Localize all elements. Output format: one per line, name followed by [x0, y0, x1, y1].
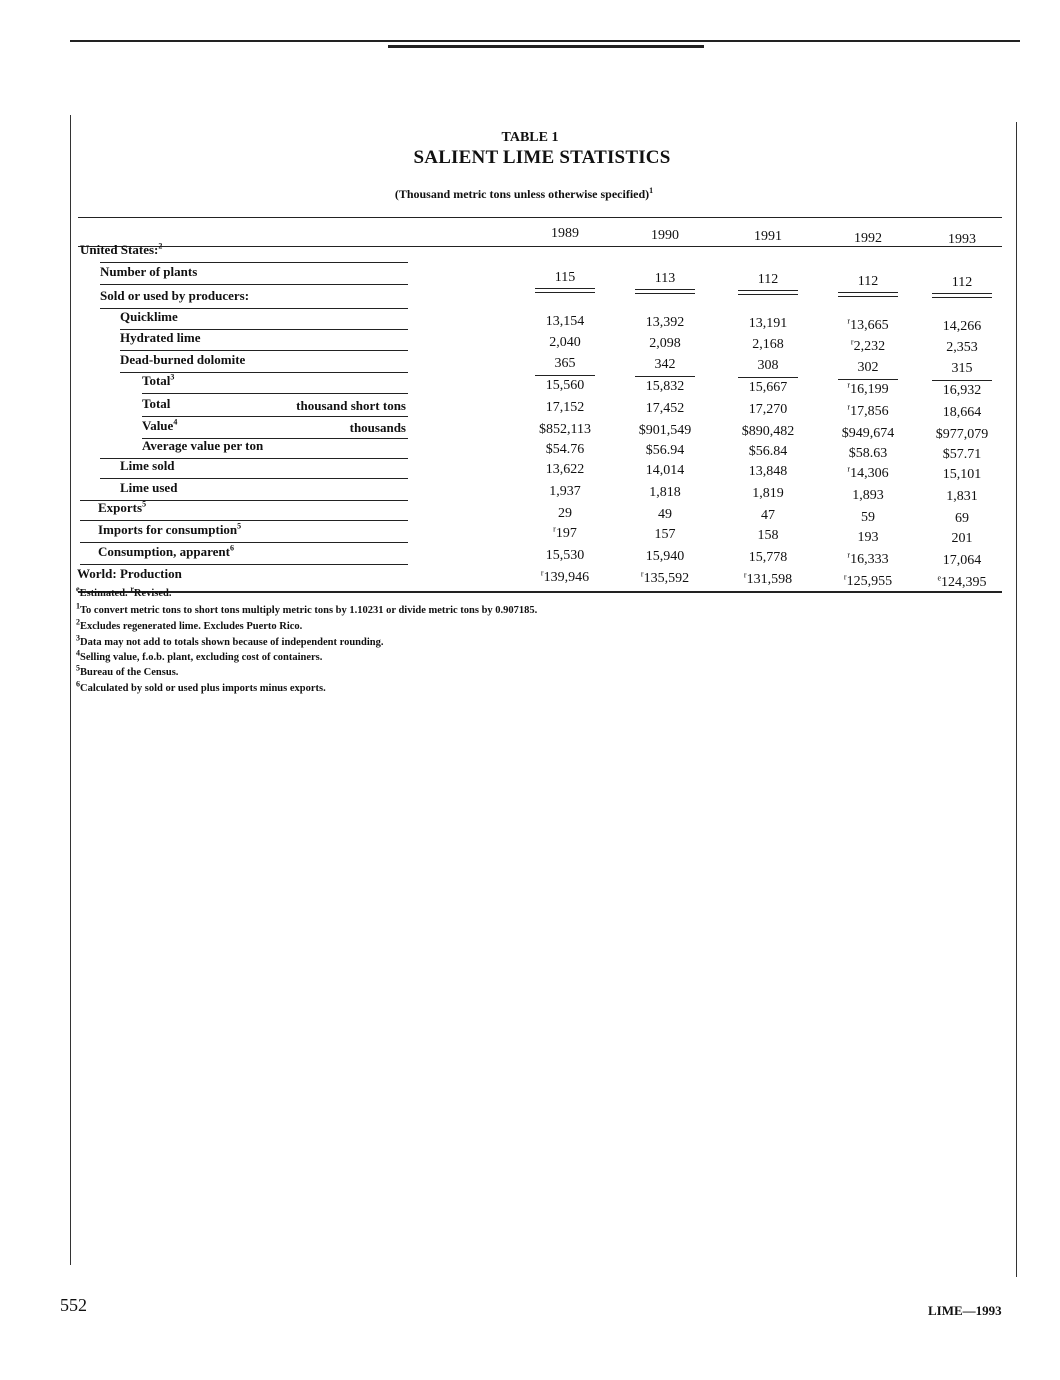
table-subtitle: [0, 187, 1054, 202]
double-underline: [738, 290, 798, 295]
cell-value: 2,232: [853, 338, 886, 354]
cell-value: 17,270: [748, 402, 788, 418]
table-cell: [520, 570, 610, 586]
cell-value: $977,079: [935, 426, 989, 442]
total-underline: [932, 380, 992, 381]
table-cell: [723, 402, 813, 418]
table-cell: [520, 378, 610, 394]
cell-value: 158: [757, 528, 779, 544]
table-cell: [723, 444, 813, 460]
footnote-mark: 1: [76, 601, 80, 611]
footnote: [76, 601, 538, 616]
table-cell: [620, 379, 710, 395]
table-cell: [823, 274, 913, 290]
footnote-text: Revised.: [133, 588, 172, 599]
cell-value: 2,168: [752, 337, 784, 353]
cell-value: 308: [757, 358, 779, 374]
footnote-mark: r: [130, 584, 134, 594]
table-label: TABLE 1: [501, 130, 559, 145]
footnote: [76, 679, 326, 694]
running-foot: LIME—1993: [928, 1303, 1002, 1318]
table-bottom-rule: [78, 591, 1002, 593]
cell-value: 13,622: [545, 462, 585, 477]
footnote-mark: 5: [76, 663, 80, 673]
footnote-mark: e: [76, 584, 80, 594]
row-label-text: Total: [142, 396, 171, 411]
row-separator: [100, 284, 408, 285]
cell-value: 16,932: [942, 382, 982, 398]
revision-mark: r: [743, 570, 747, 580]
table-cell: [917, 553, 1007, 569]
table-cell: [823, 336, 913, 355]
cell-value: 13,154: [545, 314, 585, 329]
cell-value: 17,452: [645, 401, 685, 417]
left-margin-line: [70, 115, 71, 1265]
table-cell: [620, 401, 710, 417]
cell-value: 13,665: [850, 317, 889, 333]
footnote-text: Estimated.: [79, 588, 131, 599]
cell-value: 115: [554, 270, 576, 285]
table-cell: [620, 485, 710, 501]
row-unit: thousands: [349, 420, 406, 435]
row-separator: [80, 520, 408, 521]
cell-value: 15,530: [545, 548, 585, 563]
table-cell: [620, 357, 710, 373]
cell-value: 29: [558, 506, 572, 521]
row-label: [142, 418, 177, 434]
footnote-text: Bureau of the Census.: [80, 667, 179, 678]
page-number: 552: [60, 1295, 87, 1315]
year-header-1993: 1993: [948, 232, 976, 247]
table-cell: [723, 316, 813, 332]
total-underline: [535, 375, 595, 376]
cell-value: 15,560: [545, 378, 585, 393]
double-underline: [535, 288, 595, 293]
cell-value: 69: [955, 510, 969, 526]
row-label-text: Exports: [98, 500, 143, 515]
cell-value: 193: [857, 529, 879, 545]
row-label-text: World: Production: [77, 566, 182, 581]
table-cell: [917, 275, 1007, 291]
revision-mark: r: [843, 571, 847, 581]
row-label-text: Value: [142, 418, 174, 433]
table-cell: [723, 464, 813, 480]
table-cell: [520, 526, 610, 542]
table-cell: [823, 530, 913, 546]
table-cell: [823, 510, 913, 526]
table-cell: [520, 314, 610, 330]
table-cell: [917, 575, 1007, 591]
cell-value: 59: [861, 509, 875, 525]
footnote-text: Selling value, f.o.b. plant, excluding cost of containers.: [80, 652, 323, 663]
row-label-text: Sold or used by producers:: [100, 288, 250, 303]
table-cell: [723, 508, 813, 524]
footnote-ref: 4: [173, 417, 178, 427]
cell-value: 157: [654, 527, 676, 543]
table-cell: [917, 489, 1007, 505]
table-cell: [723, 572, 813, 588]
table-cell: [917, 531, 1007, 547]
footnote-ref: 5: [237, 521, 242, 531]
cell-value: 201: [951, 530, 973, 546]
cell-value: 112: [757, 272, 779, 288]
table-cell: [917, 383, 1007, 399]
table-cell: [917, 361, 1007, 377]
row-label: [100, 264, 197, 280]
cell-value: 13,848: [748, 464, 788, 480]
cell-value: 14,266: [942, 318, 982, 334]
cell-value: 135,592: [643, 571, 690, 587]
cell-value: 112: [951, 274, 973, 290]
table-cell: [620, 315, 710, 331]
row-label-text: Imports for consumption: [98, 522, 238, 537]
row-label-text: Total: [142, 373, 171, 388]
footnote: [76, 648, 323, 663]
cell-value: $58.63: [848, 445, 888, 461]
table-cell: [620, 443, 710, 459]
footnote-ref: 2: [158, 241, 163, 251]
table-cell: [823, 426, 913, 442]
cell-value: 2,098: [649, 336, 681, 352]
cell-value: 17,064: [942, 552, 982, 568]
table-cell: [723, 486, 813, 502]
total-underline: [635, 376, 695, 377]
table-cell: [620, 549, 710, 565]
revision-mark: r: [540, 568, 544, 578]
row-label: [77, 566, 182, 582]
table-cell: [520, 422, 610, 438]
cell-value: 1,893: [852, 487, 884, 503]
table-cell: [620, 507, 710, 523]
row-label-text: Quicklime: [120, 309, 178, 324]
footnote-mark: 2: [76, 617, 80, 627]
table-cell: [723, 380, 813, 396]
table-cell: [620, 423, 710, 439]
table-cell: [917, 405, 1007, 421]
table-cell: [823, 549, 913, 568]
table-cell: [620, 571, 710, 587]
cell-value: 125,955: [846, 573, 893, 589]
table-cell: [723, 358, 813, 374]
cell-value: 2,040: [549, 335, 581, 350]
footnote: [76, 663, 179, 678]
row-label-text: Dead-burned dolomite: [120, 352, 246, 367]
cell-value: 13,392: [645, 315, 685, 331]
row-separator: [80, 564, 408, 565]
cell-value: $949,674: [841, 425, 895, 441]
table-cell: [520, 462, 610, 478]
cell-value: 17,152: [545, 400, 585, 415]
table-cell: [520, 484, 610, 500]
footnote: [76, 584, 172, 599]
year-header-1990: 1990: [651, 227, 679, 243]
cell-value: 16,199: [850, 381, 889, 397]
cell-value: 18,664: [942, 404, 982, 420]
cell-value: 139,946: [543, 570, 590, 585]
row-label: [80, 242, 162, 258]
footnote-mark: 3: [76, 633, 80, 643]
subtitle-footnote-ref: 1: [649, 186, 654, 195]
year-header-1989: 1989: [551, 226, 579, 241]
footnote-mark: 4: [76, 648, 80, 658]
double-underline: [932, 293, 992, 298]
table-cell: [917, 447, 1007, 463]
row-label: [142, 438, 263, 454]
table-cell: [917, 427, 1007, 443]
cell-value: 14,306: [850, 465, 889, 481]
revision-mark: r: [847, 463, 851, 473]
revision-mark: e: [937, 573, 942, 583]
row-label-text: Hydrated lime: [120, 330, 201, 345]
footnote-ref: 6: [229, 543, 234, 553]
cell-value: 14,014: [645, 463, 685, 479]
total-underline: [738, 377, 798, 378]
cell-value: 1,937: [549, 484, 581, 499]
cell-value: 15,940: [645, 549, 685, 565]
row-separator: [120, 350, 408, 351]
footnote-text: To convert metric tons to short tons multiply metric tons by 1.10231 or divide metric tons by 0.907185.: [80, 605, 538, 616]
cell-value: $57.71: [942, 446, 982, 462]
revision-mark: r: [553, 524, 556, 534]
footnote-text: Calculated by sold or used plus imports minus exports.: [80, 683, 326, 694]
cell-value: 15,101: [942, 466, 982, 482]
table-cell: [520, 548, 610, 564]
table-cell: [823, 463, 913, 482]
revision-mark: r: [847, 379, 851, 389]
footnote: [76, 633, 384, 648]
cell-value: 112: [857, 273, 879, 289]
revision-mark: r: [847, 315, 851, 325]
cell-value: 2,353: [946, 339, 978, 355]
year-header-1992: 1992: [854, 230, 882, 246]
cell-value: 49: [658, 507, 672, 523]
row-separator: [100, 478, 408, 479]
revision-mark: r: [850, 336, 854, 346]
cell-value: 1,831: [946, 488, 978, 504]
table-cell: [823, 360, 913, 376]
revision-mark: r: [847, 549, 851, 559]
subtitle-text: (Thousand metric tons unless otherwise specified): [394, 187, 650, 201]
row-separator: [142, 393, 408, 394]
row-label-text: Average value per ton: [142, 438, 264, 453]
table-cell: [917, 511, 1007, 527]
footnote-text: Data may not add to totals shown because of independent rounding.: [80, 637, 384, 648]
row-label: [120, 480, 177, 496]
cell-value: $54.76: [545, 442, 585, 457]
cell-value: $890,482: [741, 424, 795, 440]
cell-value: 131,598: [746, 572, 793, 588]
table-cell: [520, 335, 610, 351]
row-label-text: United States:: [80, 242, 159, 257]
row-label: [98, 500, 146, 516]
cell-value: 13,191: [748, 316, 788, 332]
revision-mark: r: [640, 569, 644, 579]
row-label: [142, 373, 174, 389]
table-cell: [823, 571, 913, 590]
row-label-text: Lime sold: [120, 458, 175, 473]
revision-mark: r: [847, 401, 851, 411]
row-label: [120, 458, 175, 474]
row-label: [98, 544, 234, 560]
footnote-ref: 5: [142, 499, 147, 509]
cell-value: $901,549: [638, 423, 692, 439]
table-cell: [723, 550, 813, 566]
year-header-1991: 1991: [754, 229, 782, 244]
table-cell: [520, 356, 610, 372]
table-cell: [620, 463, 710, 479]
row-label: [100, 288, 249, 304]
right-margin-line: [1016, 122, 1017, 1277]
cell-value: 17,856: [850, 403, 889, 419]
cell-value: 15,778: [748, 550, 788, 566]
top-rule: [70, 40, 1020, 42]
table-cell: [520, 442, 610, 458]
table-cell: [723, 424, 813, 440]
table-cell: [823, 401, 913, 420]
row-label: [120, 330, 201, 346]
cell-value: 15,832: [645, 379, 685, 395]
row-separator: [80, 542, 408, 543]
row-separator: [100, 262, 408, 263]
cell-value: 1,819: [752, 486, 784, 502]
table-cell: [917, 340, 1007, 356]
cell-value: 47: [761, 508, 775, 524]
cell-value: 315: [951, 360, 973, 376]
table-title: SALIENT LIME STATISTICS: [413, 147, 671, 168]
cell-value: $852,113: [539, 422, 591, 437]
cell-value: 16,333: [850, 551, 889, 567]
top-rule-accent: [388, 45, 704, 48]
table-cell: [620, 271, 710, 287]
footnote: [76, 617, 303, 632]
table-cell: [520, 270, 610, 286]
cell-value: 302: [857, 359, 879, 375]
table-cell: [917, 319, 1007, 335]
table-cell: [723, 528, 813, 544]
row-label: [98, 522, 241, 538]
table-cell: [620, 527, 710, 543]
footnote-mark: 6: [76, 679, 80, 689]
footnote-ref: 3: [170, 372, 175, 382]
table-cell: [723, 337, 813, 353]
row-label-text: Number of plants: [100, 264, 198, 279]
cell-value: 342: [654, 357, 676, 373]
table-cell: [723, 272, 813, 288]
table-cell: [823, 488, 913, 504]
row-unit: thousand short tons: [296, 398, 406, 413]
cell-value: $56.84: [748, 444, 788, 460]
table-cell: [520, 400, 610, 416]
row-label-text: Consumption, apparent: [98, 544, 230, 559]
footnote-text: Excludes regenerated lime. Excludes Puerto Rico.: [80, 621, 303, 632]
row-separator: [142, 416, 408, 417]
row-label-text: Lime used: [120, 480, 178, 495]
row-label: [142, 396, 170, 412]
cell-value: 113: [654, 271, 676, 287]
table-cell: [620, 336, 710, 352]
table-cell: [520, 506, 610, 522]
table-top-rule: [78, 217, 1002, 218]
total-underline: [838, 379, 898, 380]
row-label: [120, 309, 178, 325]
cell-value: $56.94: [645, 443, 685, 459]
double-underline: [635, 289, 695, 294]
table-cell: [823, 379, 913, 398]
cell-value: 15,667: [748, 380, 788, 396]
cell-value: 197: [555, 526, 577, 541]
table-cell: [823, 315, 913, 334]
cell-value: 365: [554, 356, 576, 371]
table-cell: [917, 467, 1007, 483]
cell-value: 1,818: [649, 485, 681, 501]
cell-value: 124,395: [941, 574, 987, 590]
double-underline: [838, 292, 898, 297]
table-cell: [823, 446, 913, 462]
row-label: [120, 352, 245, 368]
